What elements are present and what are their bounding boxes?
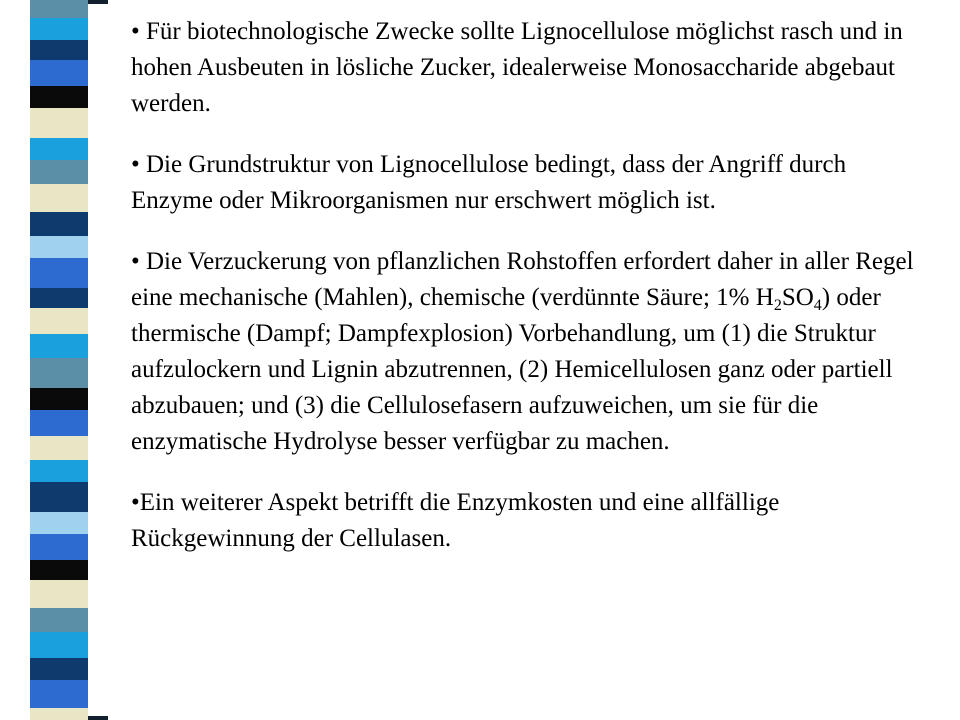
stripe-block — [30, 560, 88, 580]
bullet-pretreatment — [131, 244, 931, 460]
stripe-block — [30, 358, 88, 388]
stripe-block — [30, 534, 88, 560]
stripe-edge-top — [88, 0, 108, 4]
slide-body — [131, 14, 931, 557]
stripe-edge-bottom — [88, 716, 108, 720]
stripe-block — [30, 86, 88, 108]
subscript-4: 4 — [813, 297, 822, 314]
stripe-block — [30, 658, 88, 680]
stripe-block — [30, 108, 88, 138]
bullet-pretreatment-text-end: ) oder thermische (Dampf; Dampfexplosion) Vorbehandlung, um (1) die Struktur aufzulockern und Lignin abzutrennen, (2) Hemicellulosen ganz oder partiell abzubauen; und (3) die Cellulosefasern aufzuweichen, um sie für die enzymatische Hydrolyse besser verfügbar zu machen. — [131, 284, 893, 455]
stripe-block — [30, 708, 88, 720]
stripe-block — [30, 160, 88, 184]
stripe-block — [30, 680, 88, 708]
stripe-block — [30, 436, 88, 460]
bullet-lignocellulose-goal: • Für biotechnologische Zwecke sollte Lignocellulose möglichst rasch und in hohen Ausbeuten in lösliche Zucker, idealerweise Monosaccharide abgebaut werden. — [131, 18, 903, 117]
stripe-block — [30, 184, 88, 212]
stripe-block — [30, 410, 88, 436]
stripe-blocks — [30, 0, 88, 720]
stripe-block — [30, 308, 88, 334]
bullet-structure-barrier: • Die Grundstruktur von Lignocellulose bedingt, dass der Angriff durch Enzyme oder Mikroorganismen nur erschwert möglich ist. — [131, 151, 847, 214]
stripe-block — [30, 512, 88, 534]
stripe-block — [30, 580, 88, 608]
stripe-block — [30, 388, 88, 410]
stripe-block — [30, 460, 88, 482]
stripe-block — [30, 258, 88, 288]
stripe-block — [30, 212, 88, 236]
stripe-block — [30, 632, 88, 658]
stripe-block — [30, 60, 88, 86]
stripe-block — [30, 608, 88, 632]
stripe-block — [30, 482, 88, 512]
stripe-block — [30, 0, 88, 18]
stripe-block — [30, 40, 88, 60]
stripe-block — [30, 334, 88, 358]
decorative-stripe — [0, 0, 108, 720]
stripe-block — [30, 288, 88, 308]
bullet-enzyme-costs: •Ein weiterer Aspekt betrifft die Enzymkosten und eine allfällige Rückgewinnung der Cellulasen. — [131, 489, 780, 552]
bullet-pretreatment-text-start: • Die Verzuckerung von pflanzlichen Rohstoffen erfordert daher in aller Regel eine mechanische (Mahlen), chemische (verdünnte Säure; 1% H — [131, 248, 914, 311]
subscript-2: 2 — [773, 297, 782, 314]
stripe-block — [30, 18, 88, 40]
stripe-block — [30, 236, 88, 258]
stripe-block — [30, 138, 88, 160]
formula-so: SO — [781, 284, 814, 311]
